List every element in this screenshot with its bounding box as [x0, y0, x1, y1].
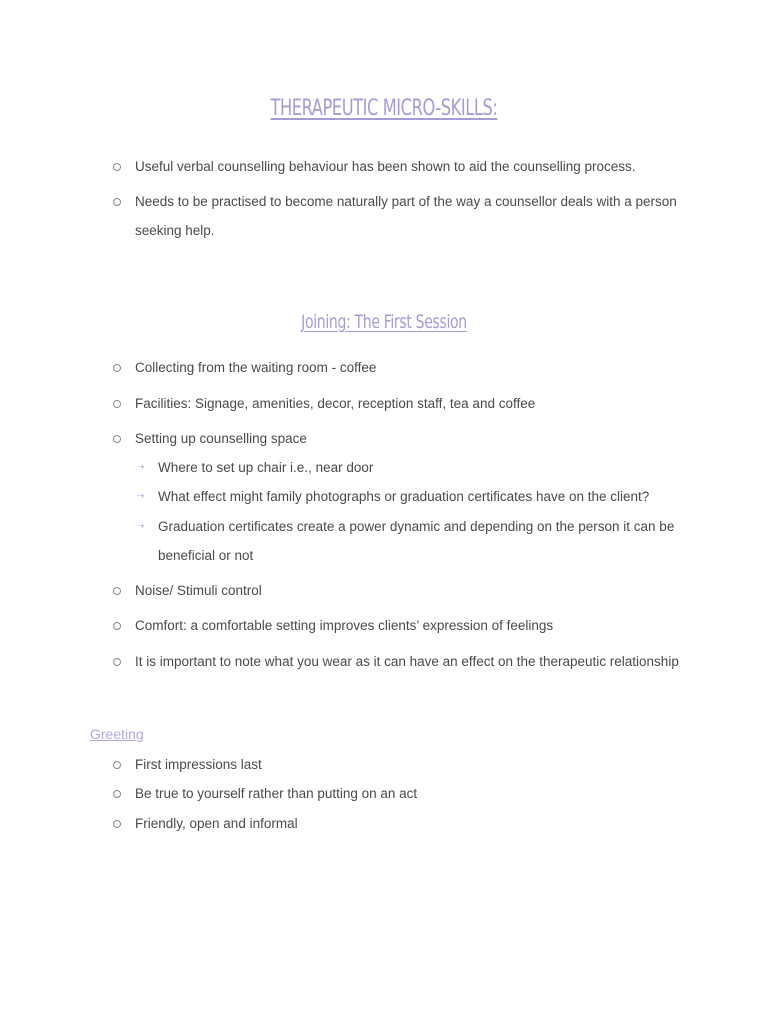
hollow-circle-bullet-icon [113, 658, 121, 666]
hollow-circle-bullet-icon [113, 790, 121, 798]
hollow-circle-bullet-icon [113, 587, 121, 595]
hollow-circle-bullet-icon [113, 435, 121, 443]
hollow-circle-bullet-icon [113, 622, 121, 630]
hollow-circle-bullet-icon [113, 820, 121, 828]
hollow-circle-bullet-icon [113, 761, 121, 769]
arrow-bullet-icon: ➝ [136, 491, 145, 502]
hollow-circle-bullet-icon [113, 400, 121, 408]
section-title: Joining: The First Session [301, 311, 467, 333]
hollow-circle-bullet-icon [113, 198, 121, 206]
greeting-heading: Greeting [90, 726, 144, 742]
document-page: THERAPEUTIC MICRO-SKILLS: Useful verbal counselling behaviour has been shown to aid the counselling process. Needs to be practised to become naturally part of the way a counsellor deals with a person seeking help. Joining: The First Session Collecting from the waiting room - coffee Facilities: Signage, amenities, decor, reception staff, tea and coffee Setting up counselling space ➝ Where to set up chair i.e., near door ➝ What effect might family photographs or graduation certificates have on the client? ➝ Graduation certificates create a power dynamic and depending on the person it can be beneficial or not Noise/ Stimuli control Comfort: a comfortable setting improves clients’ expression of feelings It is important to note what you wear as it can have an effect on the therapeutic relationship Greeting First impressions last Be true to yourself rather than putting on an act Friendly, open and informal [0, 0, 768, 1024]
arrow-bullet-icon: ➝ [136, 521, 145, 532]
hollow-circle-bullet-icon [113, 163, 121, 171]
arrow-bullet-icon: ➝ [136, 462, 145, 473]
page-title: THERAPEUTIC MICRO-SKILLS: [270, 96, 498, 121]
hollow-circle-bullet-icon [113, 364, 121, 372]
